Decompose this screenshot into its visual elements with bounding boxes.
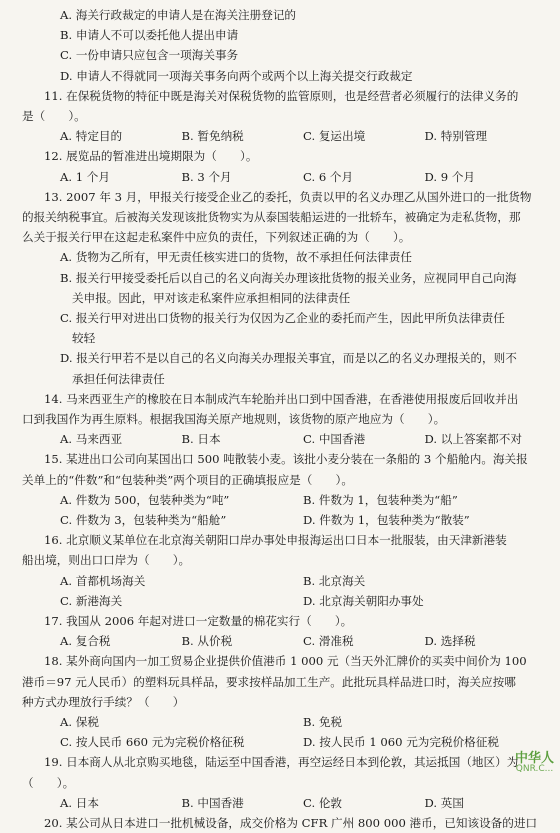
option-item: B. 中国香港 (182, 793, 304, 813)
option-line: C. 一份申请只应包含一项海关事务 (22, 45, 546, 65)
question-stem: 20. 某公司从日本进口一批机械设备，成交价格为 CFR 广州 800 000 港币，已知该设备的进口 (22, 813, 546, 833)
option-item: A. 首都机场海关 (60, 571, 303, 591)
question-stem-continued: （ ）。 (22, 773, 546, 793)
question-stem-continued: 关单上的“件数”和“包装种类”两个项目的正确填报应是（ ）。 (22, 470, 546, 490)
question-stem: 13. 2007 年 3 月，甲报关行接受企业乙的委托，负责以甲的名义办理乙从国外进口的一批货物 (22, 187, 546, 207)
option-item: B. 从价税 (182, 631, 304, 651)
option-item: B. 免税 (303, 712, 546, 732)
question-stem: 18. 某外商向国内一加工贸易企业提供价值港币 1 000 元（当天外汇牌价的买卖中间价为 100 (22, 651, 546, 671)
question-stem-continued: 口到我国作为再生原料。根据我国海关原产地规则，该货物的原产地应为（ ）。 (22, 409, 546, 429)
option-item: D. 件数为 1，包装种类为“散装” (303, 510, 546, 530)
option-item: A. 特定目的 (60, 126, 182, 146)
question-stem: 15. 某进出口公司向某国出口 500 吨散装小麦。该批小麦分装在一条船的 3 个船舱内。海关报 (22, 449, 546, 469)
option-row (22, 793, 546, 813)
option-item: A. 复合税 (60, 631, 182, 651)
question-stem-continued: 的报关纳税事宜。后被海关发现该批货物实为从泰国装船运进的一批轿车，被确定为走私货物，那 (22, 207, 546, 227)
option-item: C. 滑准税 (303, 631, 425, 651)
option-line: 较轻 (22, 328, 546, 348)
option-item: C. 按人民币 660 元为完税价格征税 (60, 732, 303, 752)
option-row (22, 631, 546, 651)
option-row (22, 490, 546, 510)
option-line: B. 申请人不可以委托他人提出申请 (22, 25, 546, 45)
option-item: C. 件数为 3，包装种类为“船舱” (60, 510, 303, 530)
option-line: C. 报关行甲对进出口货物的报关行为仅因为乙企业的委托而产生，因此甲所负法律责任 (22, 308, 546, 328)
option-item: B. 日本 (182, 429, 304, 449)
option-line: D. 申请人不得就同一项海关事务向两个或两个以上海关提交行政裁定 (22, 66, 546, 86)
option-line: A. 海关行政裁定的申请人是在海关注册登记的 (22, 5, 546, 25)
option-item: C. 伦敦 (303, 793, 425, 813)
option-item: A. 马来西亚 (60, 429, 182, 449)
option-line: A. 货物为乙所有，甲无责任核实进口的货物，故不承担任何法律责任 (22, 247, 546, 267)
option-item: D. 选择税 (425, 631, 547, 651)
question-stem: 19. 日本商人从北京购买地毯，陆运至中国香港，再空运经日本到伦敦，其运抵国（地区）为 (22, 752, 546, 772)
option-row (22, 126, 546, 146)
question-stem-continued: 么关于报关行甲在这起走私案件中应负的责任，下列叙述正确的为（ ）。 (22, 227, 546, 247)
question-stem-continued: 是（ ）。 (22, 106, 546, 126)
option-item: D. 以上答案都不对 (425, 429, 547, 449)
watermark-logo: 中华人 (515, 754, 554, 764)
option-item: B. 北京海关 (303, 571, 546, 591)
option-item: B. 暂免纳税 (182, 126, 304, 146)
question-stem-continued: 港币＝97 元人民币）的塑料玩具样品，要求按样品加工生产。此批玩具样品进口时，海关应按哪 (22, 672, 546, 692)
option-item: B. 3 个月 (182, 167, 304, 187)
option-row (22, 167, 546, 187)
option-line: B. 报关行甲接受委托后以自己的名义向海关办理该批货物的报关业务，应视同甲自己向海 (22, 268, 546, 288)
option-row (22, 429, 546, 449)
option-item: C. 中国香港 (303, 429, 425, 449)
option-line: 关申报。因此，甲对该走私案件应承担相同的法律责任 (22, 288, 546, 308)
option-line: D. 报关行甲若不是以自己的名义向海关办理报关事宜，而是以乙的名义办理报关的，则不 (22, 348, 546, 368)
option-item: D. 英国 (425, 793, 547, 813)
option-item: A. 日本 (60, 793, 182, 813)
option-item: A. 保税 (60, 712, 303, 732)
option-item: D. 9 个月 (425, 167, 547, 187)
option-row (22, 510, 546, 530)
watermark-site: QNR.C... (515, 764, 554, 774)
option-item: D. 特别管理 (425, 126, 547, 146)
option-row (22, 712, 546, 732)
option-row (22, 732, 546, 752)
option-item: C. 复运出境 (303, 126, 425, 146)
option-item: A. 件数为 500，包装种类为“吨” (60, 490, 303, 510)
option-item: C. 6 个月 (303, 167, 425, 187)
option-item: B. 件数为 1，包装种类为“船” (303, 490, 546, 510)
option-row (22, 591, 546, 611)
option-row (22, 571, 546, 591)
watermark (515, 754, 554, 774)
question-stem-continued: 船出境，则出口口岸为（ ）。 (22, 550, 546, 570)
question-stem: 16. 北京顺义某单位在北京海关朝阳口岸办事处申报海运出口日本一批服装，由天津新港装 (22, 530, 546, 550)
question-stem: 17. 我国从 2006 年起对进口一定数量的棉花实行（ ）。 (22, 611, 546, 631)
question-stem: 11. 在保税货物的特征中既是海关对保税货物的监管原则，也是经营者必须履行的法律义务的 (22, 86, 546, 106)
question-stem: 12. 展览品的暂准进出境期限为（ ）。 (22, 146, 546, 166)
option-item: D. 北京海关朝阳办事处 (303, 591, 546, 611)
option-line: 承担任何法律责任 (22, 369, 546, 389)
option-item: D. 按人民币 1 060 元为完税价格征税 (303, 732, 546, 752)
option-item: A. 1 个月 (60, 167, 182, 187)
option-item: C. 新港海关 (60, 591, 303, 611)
question-stem: 14. 马来西亚生产的橡胶在日本制成汽车轮胎并出口到中国香港，在香港使用报废后回收并出 (22, 389, 546, 409)
question-stem-continued: 种方式办理放行手续？（ ） (22, 692, 546, 712)
